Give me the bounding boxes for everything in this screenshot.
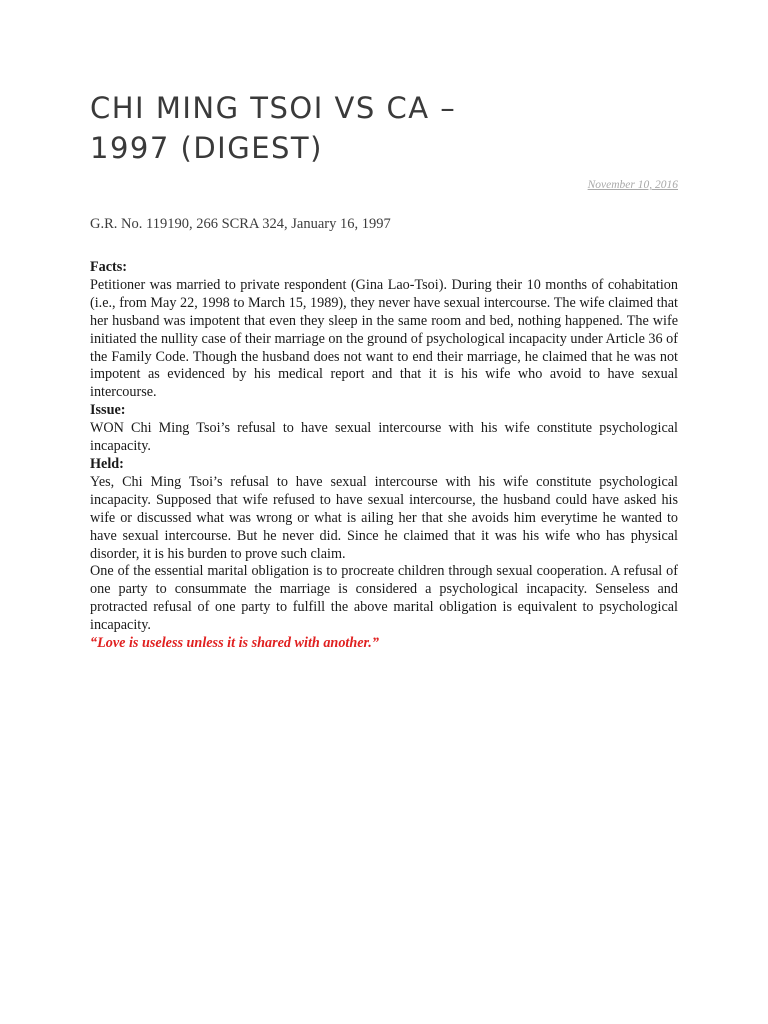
closing-quote: “Love is useless unless it is shared with another.” xyxy=(90,635,379,652)
digest-body xyxy=(90,259,678,653)
page-title xyxy=(90,88,690,168)
case-citation: G.R. No. 119190, 266 SCRA 324, January 16, 1997 xyxy=(90,216,391,232)
facts-text: Petitioner was married to private respondent (Gina Lao-Tsoi). During their 10 months of cohabitation (i.e., from May 22, 1998 to March 15, 1989), they never have sexual intercourse. The wife claimed that her husband was impotent that even they sleep in the same room and bed, nothing happened. The wife initiated the nullity case of their marriage on the ground of psychological incapacity under Article 36 of the Family Code. Though the husband does not want to end their marriage, he claimed that he was not impotent as evidenced by his medical report and that it is his wife who avoid to have sexual intercourse. xyxy=(90,276,678,401)
page-title-line-2: 1997 (DIGEST) xyxy=(90,131,323,165)
held-paragraph-1: Yes, Chi Ming Tsoi’s refusal to have sexual intercourse with his wife constitute psychological incapacity. Supposed that wife refused to have sexual intercourse, the husband could have asked his wife or discussed what was wrong or what is ailing her that she avoids him everytime he wanted to have sexual intercourse. But he never did. Since he claimed that it was his wife who has physical disorder, it is his burden to prove such claim. xyxy=(90,473,678,562)
facts-heading: Facts: xyxy=(90,259,128,275)
issue-text: WON Chi Ming Tsoi’s refusal to have sexual intercourse with his wife constitute psychological incapacity. xyxy=(90,420,678,455)
issue-heading: Issue: xyxy=(90,402,126,419)
held-paragraph-2: One of the essential marital obligation is to procreate children through sexual cooperation. A refusal of one party to consummate the marriage is considered a psychological incapacity. Senseless and protracted refusal of one party to fulfill the above marital obligation is equivalent to psychological incapacity. xyxy=(90,563,678,634)
page-title-line-1: CHI MING TSOI VS CA – xyxy=(90,91,457,125)
post-date-link[interactable]: November 10, 2016 xyxy=(587,179,678,191)
held-heading: Held: xyxy=(90,455,124,472)
